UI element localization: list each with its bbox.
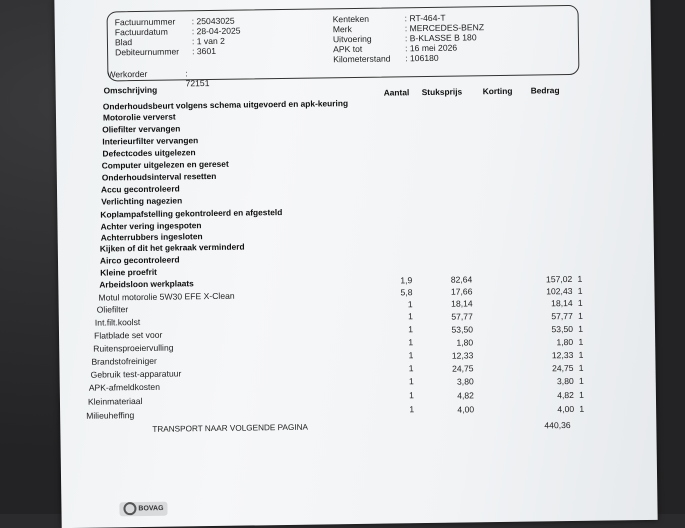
work-item: Koplampafstelling gekontroleerd en afgesteld xyxy=(100,207,283,220)
header-value: : B-KLASSE B 180 xyxy=(404,32,477,44)
line-bedrag: 157,02 xyxy=(545,273,573,285)
line-bedrag: 102,43 xyxy=(546,285,573,297)
line-bedrag: 24,75 xyxy=(551,362,574,374)
line-desc: Arbeidsloon werkplaats xyxy=(99,278,194,290)
line-btw: 1 xyxy=(577,310,583,321)
line-btw: 1 xyxy=(578,336,584,347)
line-aantal: 1 xyxy=(408,350,414,361)
line-btw: 1 xyxy=(579,403,585,414)
header-right xyxy=(332,12,485,65)
work-item: Interieurfilter vervangen xyxy=(102,135,199,147)
header-label: Uitvoering xyxy=(332,33,372,45)
line-bedrag: 4,82 xyxy=(557,389,574,401)
line-btw: 1 xyxy=(578,349,584,360)
header-value: : 106180 xyxy=(405,52,439,64)
line-aantal: 1 xyxy=(407,299,413,310)
work-item: Onderhoudsinterval resetten xyxy=(101,170,217,183)
line-bedrag: 57,77 xyxy=(551,310,573,322)
header-value: : 3601 xyxy=(192,45,217,57)
line-desc: Brandstofreiniger xyxy=(91,355,157,367)
line-desc: Oliefilter xyxy=(96,304,129,315)
line-aantal: 1 xyxy=(408,324,414,335)
line-bedrag: 18,14 xyxy=(551,297,573,309)
work-item: Achterrubbers ingesloten xyxy=(100,231,203,243)
transport-note: TRANSPORT NAAR VOLGENDE PAGINA xyxy=(152,422,309,434)
line-aantal: 5,8 xyxy=(400,287,413,298)
line-stuksprijs: 12,33 xyxy=(451,350,474,361)
line-stuksprijs: 1,80 xyxy=(456,337,474,348)
col-aantal: Aantal xyxy=(383,87,410,98)
line-stuksprijs: 17,66 xyxy=(450,286,473,297)
header-value: : RT-464-T xyxy=(404,12,446,24)
line-stuksprijs: 53,50 xyxy=(451,324,474,335)
line-btw: 1 xyxy=(577,273,583,284)
line-stuksprijs: 24,75 xyxy=(451,363,474,374)
work-item: Onderhoudsbeurt volgens schema uitgevoerd en apk-keuring xyxy=(102,98,349,112)
line-btw: 1 xyxy=(577,297,583,308)
line-stuksprijs: 18,14 xyxy=(451,298,473,309)
bovag-logo-text: BOVAG xyxy=(138,505,164,513)
header-label: Blad xyxy=(114,37,133,48)
line-bedrag: 53,50 xyxy=(551,323,574,335)
line-stuksprijs: 4,82 xyxy=(457,390,474,401)
col-omschrijving: Omschrijving xyxy=(103,84,158,96)
line-aantal: 1 xyxy=(407,311,413,322)
work-item: Kleine proefrit xyxy=(100,266,158,278)
line-aantal: 1 xyxy=(408,363,414,374)
line-bedrag: 12,33 xyxy=(551,349,574,361)
line-aantal: 1,9 xyxy=(400,275,413,286)
invoice-paper xyxy=(54,0,657,528)
werkorder-value: : 72151 xyxy=(185,68,210,89)
line-stuksprijs: 82,64 xyxy=(450,274,473,285)
work-item: Kijken of dit het gekraak verminderd xyxy=(99,241,245,254)
line-stuksprijs: 3,80 xyxy=(456,376,474,387)
line-desc: Milieuheffing xyxy=(86,410,135,421)
header-left xyxy=(114,15,241,58)
bovag-logo-mark xyxy=(123,502,136,515)
work-item: Achter vering ingespoten xyxy=(100,220,202,232)
line-btw: 1 xyxy=(579,389,584,400)
work-item: Verlichting nagezien xyxy=(101,195,183,207)
header-label: Factuurdatum xyxy=(114,26,168,38)
header-value: : 16 mei 2026 xyxy=(404,42,458,54)
header-value: : MERCEDES-BENZ xyxy=(404,22,485,34)
header-label: Merk xyxy=(332,24,352,35)
col-stuksprijs: Stuksprijs xyxy=(421,86,463,98)
line-bedrag: 1,80 xyxy=(556,336,574,348)
header-label: Kenteken xyxy=(332,13,370,25)
line-desc: Gebruik test-apparatuur xyxy=(90,368,182,380)
line-btw: 1 xyxy=(578,375,584,386)
header-label: Factuurnummer xyxy=(114,16,176,28)
line-bedrag: 4,00 xyxy=(557,403,575,415)
line-desc: Kleinmateriaal xyxy=(87,395,143,407)
work-item: Oliefilter vervangen xyxy=(102,123,181,135)
line-aantal: 1 xyxy=(409,404,415,415)
line-desc: Flatblade set voor xyxy=(93,329,163,341)
line-btw: 1 xyxy=(577,285,583,296)
work-item: Airco gecontroleerd xyxy=(99,254,180,266)
line-desc: Motul motorolie 5W30 EFE X-Clean xyxy=(98,290,235,303)
header-value: : 1 van 2 xyxy=(191,35,225,47)
line-stuksprijs: 4,00 xyxy=(457,404,475,415)
bovag-logo xyxy=(119,502,167,517)
header-label: APK tot xyxy=(333,43,363,55)
header-label: Debiteurnummer xyxy=(115,46,180,58)
work-item: Accu gecontroleerd xyxy=(100,183,180,195)
work-item: Defectcodes uitgelezen xyxy=(102,147,196,159)
werkorder-label: Werkorder xyxy=(107,68,148,80)
line-btw: 1 xyxy=(578,362,584,373)
header-row-kilometerstand xyxy=(333,52,439,65)
work-item: Computer uitgelezen en gereset xyxy=(101,158,229,171)
subtotal: 440,36 xyxy=(544,420,571,431)
work-item: Motorolie ververst xyxy=(102,111,176,123)
line-bedrag: 3,80 xyxy=(556,375,574,387)
werkorder xyxy=(107,68,210,89)
header-value: : 28-04-2025 xyxy=(191,25,241,37)
line-stuksprijs: 57,77 xyxy=(451,311,473,322)
header-row-debiteurnummer xyxy=(115,45,217,58)
line-desc: APK-afmeldkosten xyxy=(88,381,161,393)
line-aantal: 1 xyxy=(408,337,414,348)
col-bedrag: Bedrag xyxy=(530,85,560,96)
header-value: : 25043025 xyxy=(191,15,235,27)
line-aantal: 1 xyxy=(409,390,414,401)
line-desc: Ruitensproeiervulling xyxy=(93,342,174,354)
line-btw: 1 xyxy=(578,323,584,334)
line-aantal: 1 xyxy=(408,376,414,387)
line-desc: Int.filt.koolst xyxy=(94,317,141,328)
col-korting: Korting xyxy=(482,85,513,97)
header-label: Kilometerstand xyxy=(333,53,391,65)
